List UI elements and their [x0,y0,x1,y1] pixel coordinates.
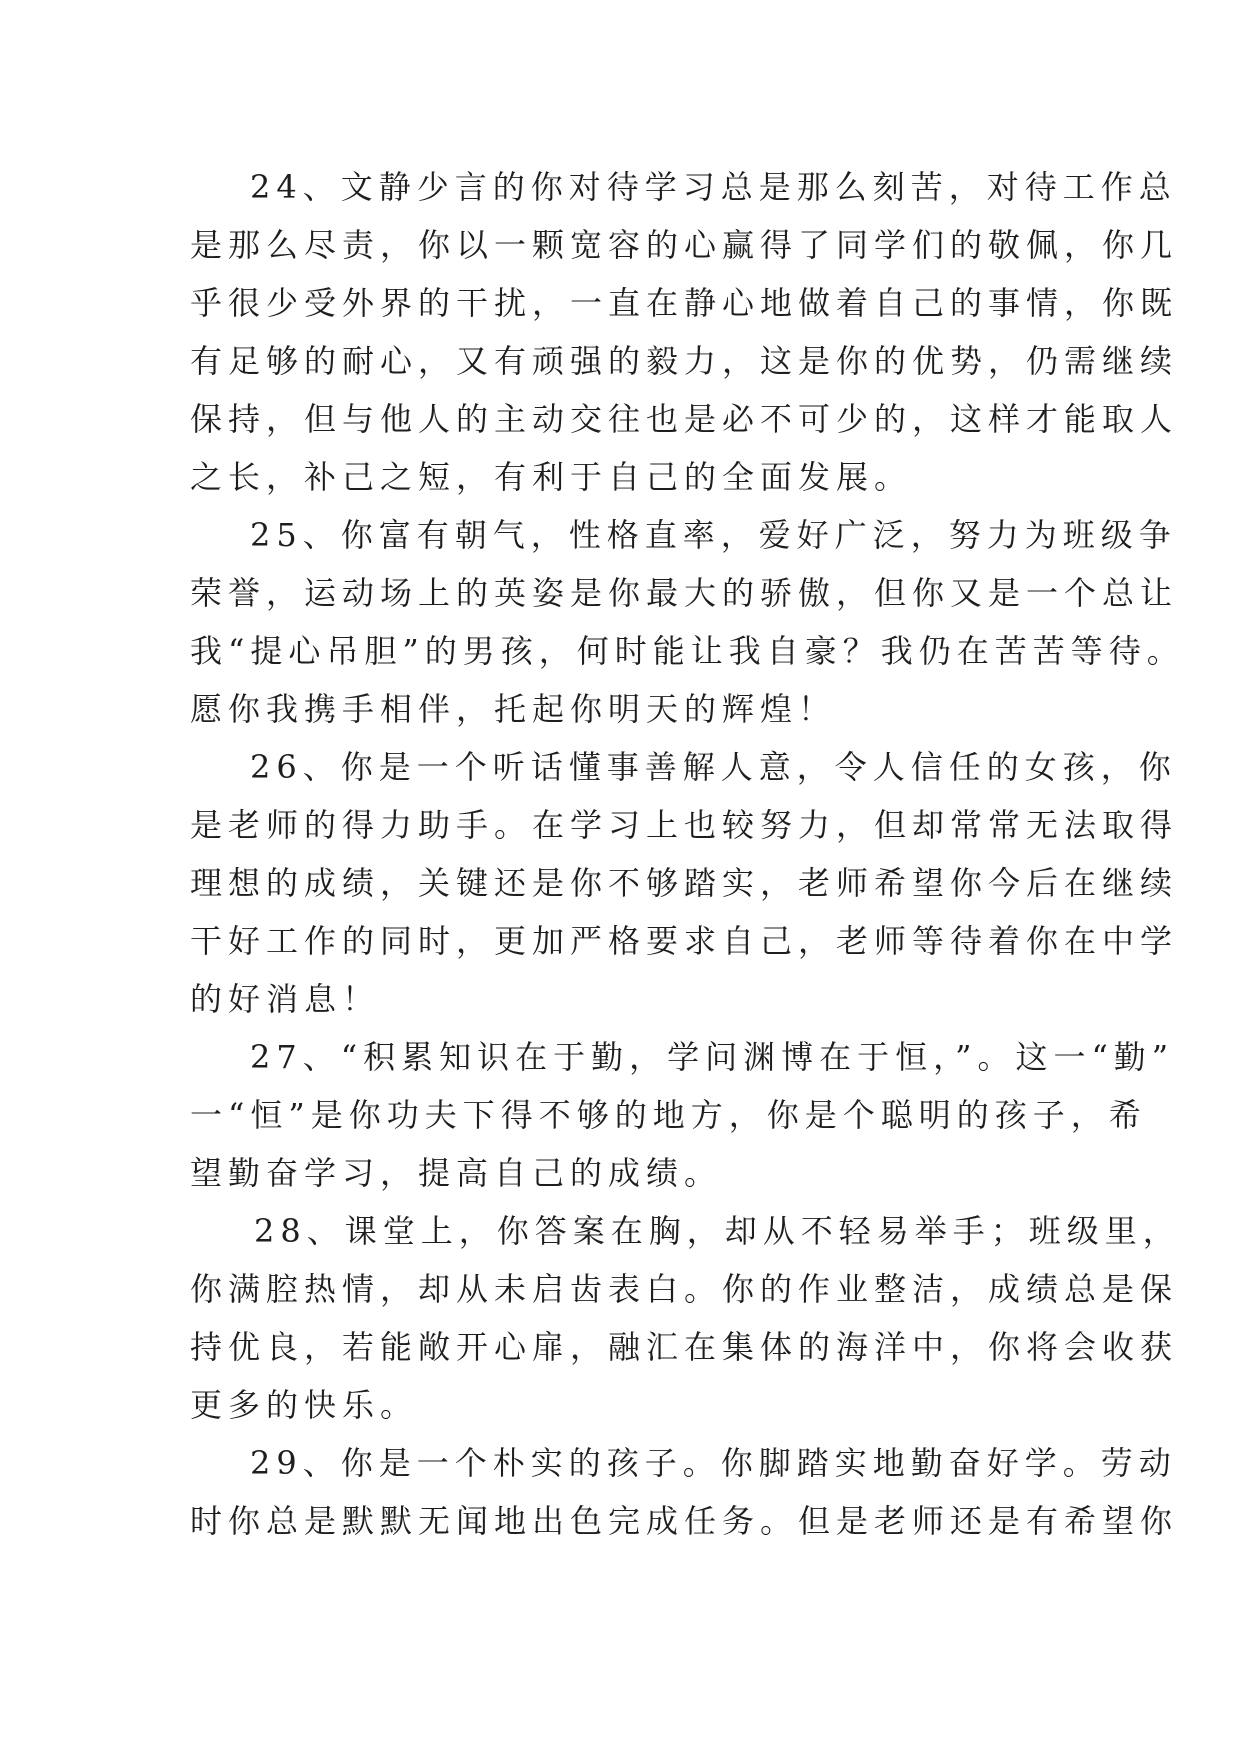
paragraph-line: 的好消息！ [190,980,381,1018]
paragraph-line: 之长，补己之短，有利于自己的全面发展。 [190,458,913,496]
paragraph-line: 干好工作的同时，更加严格要求自己，老师等待着你在中学 [190,922,1179,960]
comment-paragraph-25 [190,506,1185,738]
comment-paragraph-28 [190,1202,1181,1434]
paragraph-line: 理想的成绩，关键还是你不够踏实，老师希望你今后在继续 [190,864,1179,902]
paragraph-line: 乎很少受外界的干扰，一直在静心地做着自己的事情，你既 [190,284,1179,322]
paragraph-line: 持优良，若能敞开心扉，融汇在集体的海洋中，你将会收获 [190,1328,1179,1366]
paragraph-line: 荣誉，运动场上的英姿是你最大的骄傲，但你又是一个总让 [190,574,1179,612]
comment-paragraph-27 [190,1028,1175,1202]
paragraph-line: 24、文静少言的你对待学习总是那么刻苦，对待工作总 [250,168,1177,206]
comment-paragraph-24 [190,158,1179,506]
paragraph-line: 是老师的得力助手。在学习上也较努力，但却常常无法取得 [190,806,1179,844]
paragraph-line: 保持，但与他人的主动交往也是必不可少的，这样才能取人 [190,400,1179,438]
comment-paragraph-26 [190,738,1179,1028]
paragraph-line: 27、“积累知识在于勤，学问渊博在于恒，”。这一“勤” [250,1038,1175,1076]
document-body [190,158,1185,1550]
paragraph-line: 25、你富有朝气，性格直率，爱好广泛，努力为班级争 [250,516,1177,554]
paragraph-line: 更多的快乐。 [190,1386,419,1424]
comment-paragraph-29 [190,1434,1179,1550]
paragraph-line: 有足够的耐心，又有顽强的毅力，这是你的优势，仍需继续 [190,342,1179,380]
paragraph-line: 26、你是一个听话懂事善解人意，令人信任的女孩，你 [250,748,1177,786]
paragraph-line: 你满腔热情，却从未启齿表白。你的作业整洁，成绩总是保 [190,1270,1179,1308]
paragraph-line: 我“提心吊胆”的男孩，何时能让我自豪？我仍在苦苦等待。 [190,632,1185,670]
paragraph-line: 是那么尽责，你以一颗宽容的心赢得了同学们的敬佩，你几 [190,226,1179,264]
paragraph-line: 一“恒”是你功夫下得不够的地方，你是个聪明的孩子，希 [190,1096,1147,1134]
paragraph-line: 29、你是一个朴实的孩子。你脚踏实地勤奋好学。劳动 [250,1444,1177,1482]
paragraph-line: 时你总是默默无闻地出色完成任务。但是老师还是有希望你 [190,1502,1179,1540]
paragraph-line: 望勤奋学习，提高自己的成绩。 [190,1154,723,1192]
paragraph-line: 28、课堂上，你答案在胸，却从不轻易举手；班级里， [254,1212,1181,1250]
paragraph-line: 愿你我携手相伴，托起你明天的辉煌！ [190,690,837,728]
